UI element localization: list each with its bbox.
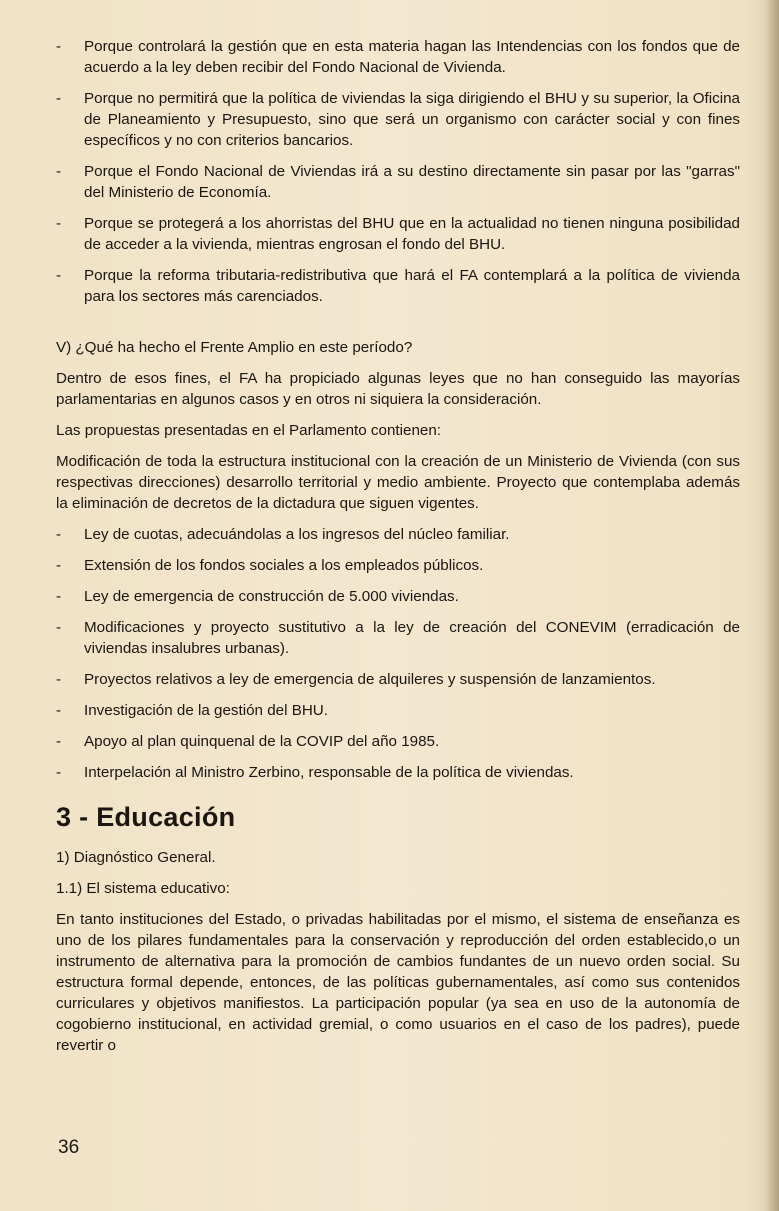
bullet-dash: - — [56, 671, 62, 688]
list-item-text: Proyectos relativos a ley de emergencia de alquileres y suspensión de lanzamientos. — [84, 671, 656, 688]
bullet-dash: - — [56, 588, 62, 605]
question-heading: V) ¿Qué ha hecho el Frente Amplio en este período? — [56, 339, 413, 356]
paragraph: Dentro de esos fines, el FA ha propiciado algunas leyes que no han conseguido las mayorías parlamentarias en algunos casos y en otros ni siquiera la consideración. — [56, 370, 740, 408]
subsection-heading: 1.1) El sistema educativo: — [56, 880, 230, 897]
bullet-dash: - — [56, 215, 62, 232]
page-spine-shadow — [765, 0, 779, 1211]
bullet-dash: - — [56, 163, 62, 180]
list-item — [56, 36, 740, 78]
list-item — [56, 586, 740, 607]
section-title: 3 - Educación — [56, 802, 236, 832]
list-item — [56, 265, 740, 307]
list-item — [56, 617, 740, 659]
subsection-heading: 1) Diagnóstico General. — [56, 849, 216, 866]
list-item-text: Apoyo al plan quinquenal de la COVIP del año 1985. — [84, 733, 440, 750]
bullet-dash: - — [56, 267, 62, 284]
bullet-dash: - — [56, 733, 62, 750]
list-item-text: Investigación de la gestión del BHU. — [84, 702, 328, 719]
list-item-text: Interpelación al Ministro Zerbino, responsable de la política de viviendas. — [84, 764, 574, 781]
bullet-dash: - — [56, 526, 62, 543]
paragraph: En tanto instituciones del Estado, o privadas habilitadas por el mismo, el sistema de enseñanza es uno de los pilares fundamentales para la conservación y reproducción del orden establecido,o un instrumento de alternativa para la promoción de cambios fundantes de un nuevo orden social. Su estructura formal depende, entonces, de las políticas gubernamentales, así como sus contenidos curriculares y objetivos manifiestos. La participación popular (ya sea en uso de la autonomía de cogobierno institucional, en actividad gremial, o como usuarios en el caso de los padres), puede revertir o — [56, 911, 740, 1054]
list-item — [56, 669, 740, 690]
list-item-text: Ley de cuotas, adecuándolas a los ingresos del núcleo familiar. — [84, 526, 510, 543]
page-content — [56, 36, 740, 1066]
list-item — [56, 731, 740, 752]
list-item — [56, 88, 740, 151]
list-item-text: Porque se protegerá a los ahorristas del BHU que en la actualidad no tienen ninguna posibilidad de acceder a la vivienda, mientras engrosan el fondo del BHU. — [84, 215, 740, 253]
list-item — [56, 762, 740, 783]
bullet-dash: - — [56, 764, 62, 781]
list-item-text: Porque controlará la gestión que en esta materia hagan las Intendencias con los fondos que de acuerdo a la ley deben recibir del Fondo Nacional de Vivienda. — [84, 38, 740, 76]
list-item-text: Modificaciones y proyecto sustitutivo a la ley de creación del CONEVIM (erradicación de viviendas insalubres urbanas). — [84, 619, 740, 657]
paragraph: Las propuestas presentadas en el Parlamento contienen: — [56, 422, 442, 439]
page-number: 36 — [58, 1137, 80, 1158]
bullet-dash: - — [56, 38, 62, 55]
bullet-dash: - — [56, 619, 62, 636]
bullet-dash: - — [56, 702, 62, 719]
paragraph: Modificación de toda la estructura institucional con la creación de un Ministerio de Vivienda (con sus respectivas direcciones) desarrollo territorial y medio ambiente. Proyecto que contemplaba además la eliminación de decretos de la dictadura que siguen vigentes. — [56, 453, 740, 512]
list-item — [56, 213, 740, 255]
list-item-text: Porque no permitirá que la política de viviendas la siga dirigiendo el BHU y su superior, la Oficina de Planeamiento y Presupuesto, sino que será un organismo con carácter social y con fines específicos y no con criterios bancarios. — [84, 90, 740, 149]
list-item-text: Porque el Fondo Nacional de Viviendas irá a su destino directamente sin pasar por las "garras" del Ministerio de Economía. — [84, 163, 740, 201]
bullet-dash: - — [56, 557, 62, 574]
list-item — [56, 524, 740, 545]
list-item — [56, 161, 740, 203]
bullet-dash: - — [56, 90, 62, 107]
list-item — [56, 555, 740, 576]
list-item-text: Ley de emergencia de construcción de 5.000 viviendas. — [84, 588, 459, 605]
list-item-text: Porque la reforma tributaria-redistributiva que hará el FA contemplará a la política de vivienda para los sectores más carenciados. — [84, 267, 740, 305]
list-item-text: Extensión de los fondos sociales a los empleados públicos. — [84, 557, 484, 574]
spacer — [56, 317, 740, 337]
list-item — [56, 700, 740, 721]
